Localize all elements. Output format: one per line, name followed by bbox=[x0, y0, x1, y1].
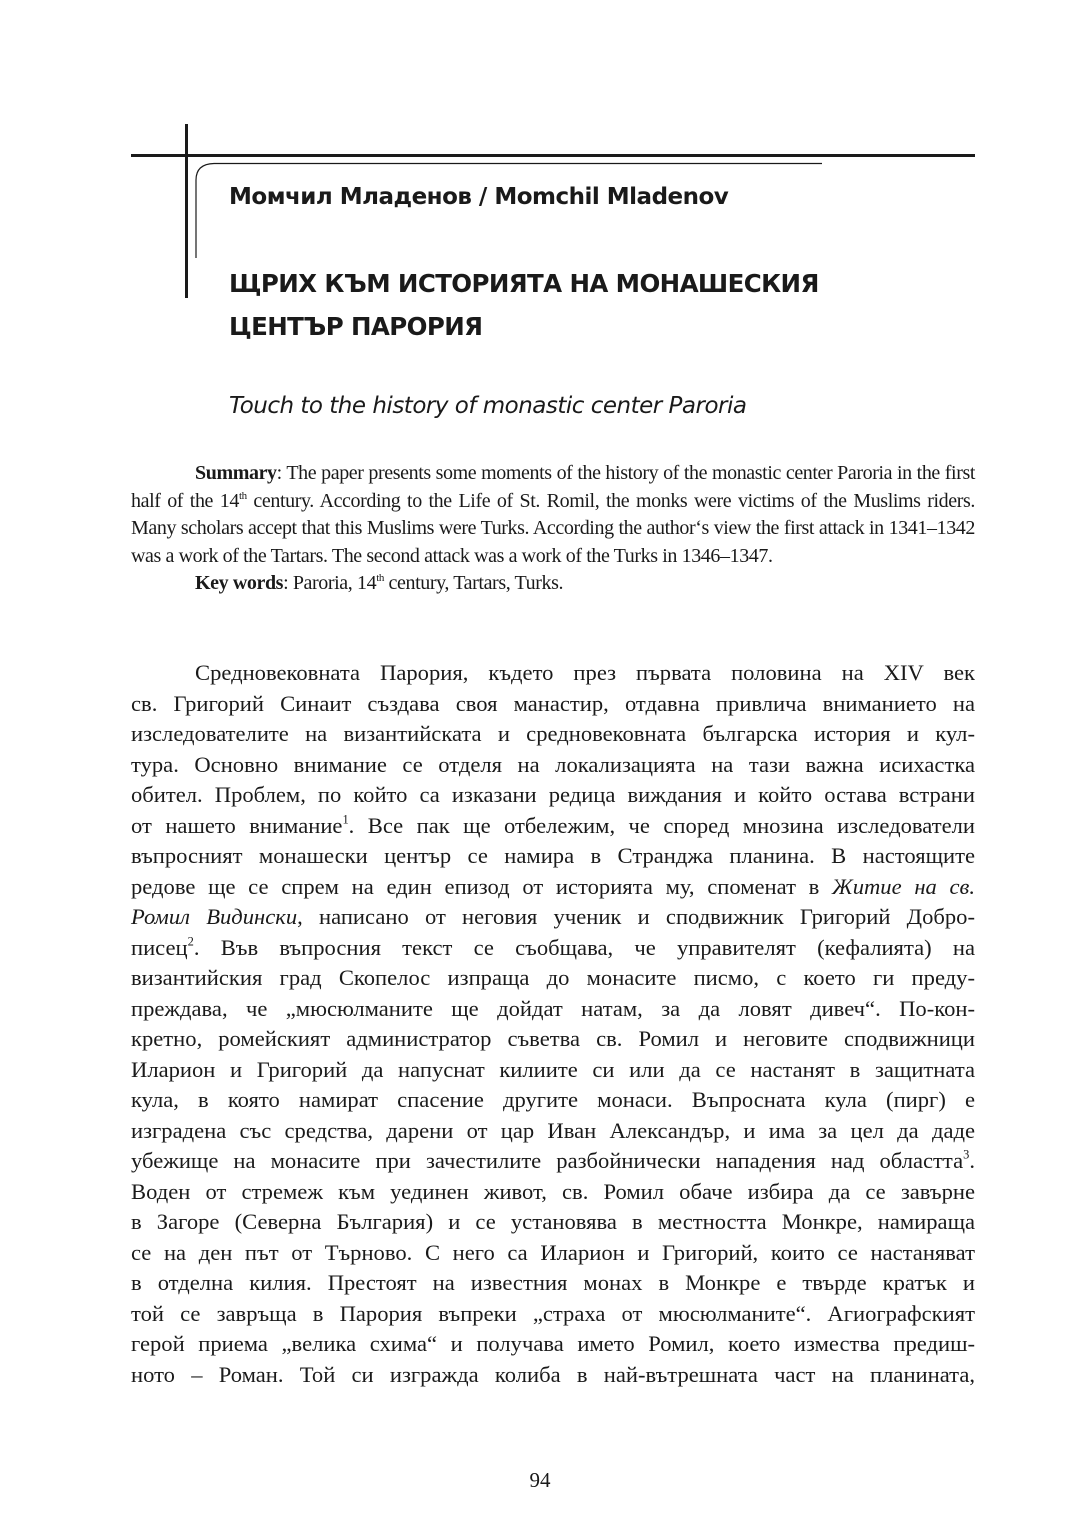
body-text-part: . bbox=[969, 1148, 975, 1173]
body-line: обител. Проблем, по който са изказани редица виждания и който остава встрани bbox=[131, 782, 975, 807]
article-title-line-2: ЦЕНТЪР ПАРОРИЯ bbox=[229, 312, 483, 341]
keywords-text-part: : Paroria, 14 bbox=[283, 572, 377, 595]
body-line: изградена със средства, дарени от цар Иван Александър, и има за цел да даде bbox=[131, 1117, 975, 1143]
article-title-line-1: ЩРИХ КЪМ ИСТОРИЯТА НА МОНАШЕСКИЯ bbox=[229, 269, 819, 298]
body-text-part: убежище на монасите при зачестилите разбойнически нападения над областта bbox=[131, 1148, 964, 1173]
summary-paragraph bbox=[131, 460, 975, 570]
body-line bbox=[131, 933, 975, 964]
footnote-ref-3: 3 bbox=[963, 1147, 970, 1162]
body-text-part: редове ще се спрем на един епизод от историята му, споменат в bbox=[131, 873, 832, 899]
body-text-part: . Във въпросния текст се съобщава, че управителят (кефалията) на bbox=[193, 934, 975, 960]
summary-label: Summary bbox=[195, 462, 277, 484]
body-line: въпросният монашески център се намира в Странджа планина. В настоящите bbox=[131, 843, 975, 868]
body-line bbox=[131, 811, 975, 842]
body-line: Воден от стремеж към уединен живот, св. Ромил обаче избира да се завърне bbox=[131, 1178, 975, 1204]
footnote-ref-2: 2 bbox=[187, 934, 194, 949]
body-line: кула, в която намират спасение другите монаси. Въпросната кула (пирг) е bbox=[131, 1087, 975, 1112]
body-line: ното – Роман. Той си изгражда колиба в най-вътрешната част на планината, bbox=[131, 1361, 975, 1387]
body-text-part: . Все пак ще отбележим, че според мнозина изследователи bbox=[348, 812, 975, 838]
summary-text-part: century. According to the Life of St. Romil, the monks were victims of the Muslims riders. Many scholars accept that this Muslims were Turks. According the author‘s view the first attack in 1341–1342 was a work of the Tartars. The second attack was a work of the Turks in 1346–1347. bbox=[131, 489, 976, 567]
body-line: в Загоре (Северна България) и се установява в местността Монкре, намираща bbox=[131, 1209, 975, 1234]
body-line: св. Григорий Синаит създава своя манастир, отдавна привлича вниманието на bbox=[131, 690, 975, 716]
body-text-part: от нашето внимание bbox=[131, 812, 343, 838]
body-line: византийския град Скопелос изпраща до монасите писмо, с което ги преду- bbox=[131, 965, 975, 990]
body-text-part: , написано от неговия ученик и сподвижник Григорий Добро- bbox=[297, 904, 975, 929]
body-line: кретно, ромейският администратор съветва св. Ромил и неговите сподвижници bbox=[131, 1026, 975, 1051]
body-line: Иларион и Григорий да напуснат килиите си или да се настанят в защитната bbox=[131, 1056, 975, 1082]
keywords-label: Key words bbox=[195, 572, 284, 595]
keywords-paragraph bbox=[131, 570, 975, 598]
body-text-part: писец bbox=[131, 934, 188, 960]
body-line: той се завръща в Парория въпреки „страха от мюсюлманите“. Агиографският bbox=[131, 1300, 975, 1326]
keywords-text-part: century, Tartars, Turks. bbox=[383, 572, 564, 595]
footnote-ref-1: 1 bbox=[342, 812, 349, 827]
article-english-title: Touch to the history of monastic center Paroria bbox=[229, 393, 747, 419]
body-line bbox=[131, 1146, 975, 1177]
summary-superscript: th bbox=[238, 489, 247, 502]
cited-work-title: Житие на св. bbox=[832, 873, 975, 899]
body-line: в отделна килия. Престоят на известния монах в Монкре е твърде кратък и bbox=[131, 1270, 975, 1295]
article-author: Момчил Младенов / Momchil Mladenov bbox=[229, 184, 729, 210]
body-line bbox=[131, 902, 975, 933]
body-paragraph bbox=[131, 658, 975, 1390]
body-line bbox=[131, 872, 975, 903]
body-line: изследователите на византийската и средновековната българска история и кул- bbox=[131, 721, 975, 746]
page-number: 94 bbox=[529, 1468, 551, 1492]
cited-work-title: Ромил Видински bbox=[131, 904, 298, 929]
article-title bbox=[229, 262, 819, 348]
abstract bbox=[131, 460, 975, 598]
header-corner-curve bbox=[196, 164, 214, 259]
body-line: герой приема „велика схима“ и получава името Ромил, което измества предиш- bbox=[131, 1331, 975, 1356]
summary-text-part: : The paper presents some moments of the history of the monastic center Paroria in the first half of the 14 bbox=[131, 462, 975, 512]
keywords-superscript: th bbox=[376, 572, 384, 585]
body-line: преждава, че „мюсюлманите ще дойдат натам, за да ловят дивеч“. По-кон- bbox=[131, 995, 975, 1021]
body-line: се на ден път от Търново. С него са Иларион и Григорий, които се настаняват bbox=[131, 1239, 975, 1265]
body-line: тура. Основно внимание се отделя на локализацията на тази важна исихастка bbox=[131, 751, 975, 777]
body-line: Средновековната Парория, където през първата половина на XIV век bbox=[195, 660, 975, 685]
